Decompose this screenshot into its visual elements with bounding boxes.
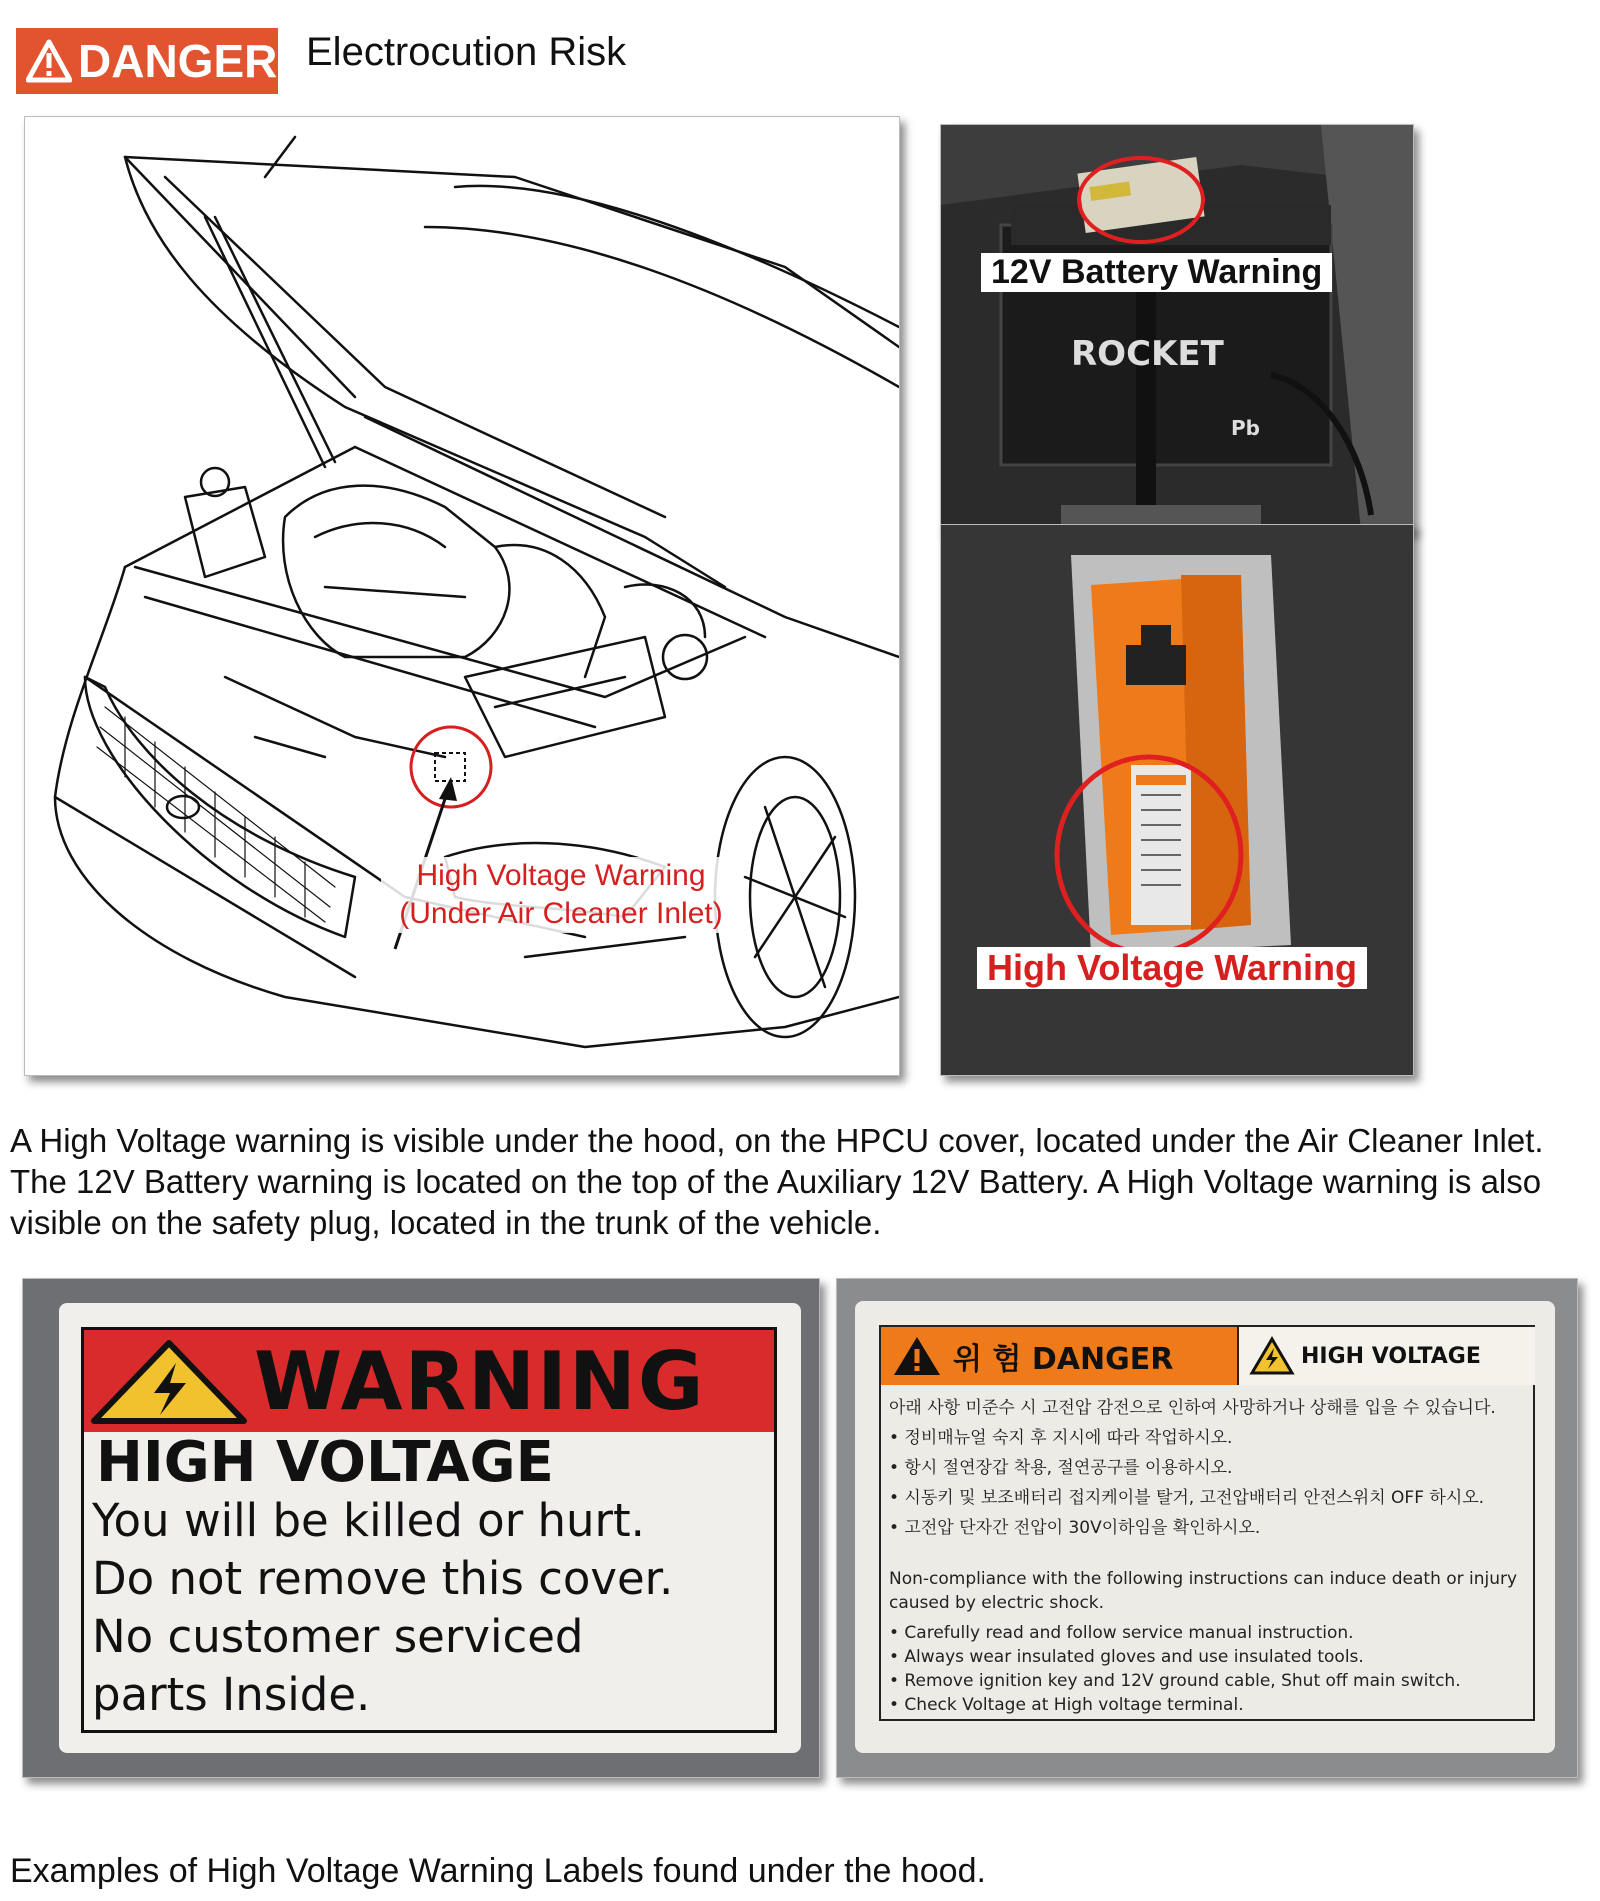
battery-pb-text: Pb [1231,416,1260,440]
engine-callout-line1: High Voltage Warning [416,859,706,892]
warning-label-photo [22,1278,820,1778]
warning-label-line4: parts Inside. [92,1668,371,1721]
korean-item: • 고전압 단자간 전압이 30V이하임을 확인하시오. [889,1518,1261,1538]
safety-plug-drawing [941,525,1413,1075]
battery-warning-label: 12V Battery Warning [981,253,1332,292]
warning-label-sticker [59,1303,801,1753]
description-paragraph: A High Voltage warning is visible under the hood, on the HPCU cover, located under the Air Cleaner Inlet. The 12V Battery warning is located on the top of the Auxiliary 12V Battery. A High Voltage warning is also visible on the safety plug, located in the trunk of the vehicle. [10,1122,1544,1241]
warning-label-line2: Do not remove this cover. [92,1552,674,1605]
english-item: • Remove ignition key and 12V ground cable, Shut off main switch. [889,1671,1461,1691]
warning-label-subtitle: HIGH VOLTAGE [96,1430,554,1495]
english-item: • Carefully read and follow service manual instruction. [889,1623,1354,1643]
engine-bay-illustration [24,116,900,1076]
bilingual-danger-title: 위 험 DANGER [953,1342,1174,1377]
bilingual-danger-header [881,1327,1237,1385]
english-intro: Non-compliance with the following instructions can induce death or injury caused by electric shock. [889,1569,1518,1613]
bilingual-label-english [889,1567,1529,1717]
page-title: Electrocution Risk [306,30,627,74]
battery-brand-text: ROCKET [1071,334,1224,374]
warning-label-header [84,1330,774,1432]
danger-badge-label: DANGER [78,35,278,87]
footer-caption: Examples of High Voltage Warning Labels found under the hood. [10,1852,986,1890]
safety-plug-photo [940,524,1414,1076]
bilingual-label-sticker [855,1301,1555,1753]
danger-badge [16,28,278,94]
safety-plug-warning-label: High Voltage Warning [977,947,1367,989]
warning-triangle-icon [26,39,72,83]
engine-callout-text [381,857,741,933]
bilingual-label-photo [836,1278,1578,1778]
danger-triangle-icon [891,1334,943,1378]
bilingual-label-border [879,1325,1535,1721]
korean-item: • 시동키 및 보조배터리 접지케이블 탈거, 고전압배터리 안전스위치 OFF 하시오. [889,1488,1485,1508]
korean-intro: 아래 사항 미준수 시 고전압 감전으로 인하여 사망하거나 상해를 입을 수 있습니다. [889,1398,1496,1418]
battery-photo [940,124,1414,532]
english-item: • Check Voltage at High voltage terminal. [889,1695,1244,1715]
bilingual-hv-header [1237,1327,1535,1385]
bilingual-hv-title: HIGH VOLTAGE [1301,1343,1481,1369]
warning-label-line3: No customer serviced [92,1610,584,1663]
high-voltage-triangle-icon [84,1335,254,1427]
korean-item: • 정비매뉴얼 숙지 후 지시에 따라 작업하시오. [889,1428,1233,1448]
bilingual-label-korean [889,1393,1529,1543]
english-item: • Always wear insulated gloves and use insulated tools. [889,1647,1364,1667]
warning-label-title: WARNING [254,1334,706,1428]
engine-callout-line2: (Under Air Cleaner Inlet) [399,897,723,930]
warning-label-border [81,1327,777,1733]
korean-item: • 항시 절연장갑 착용, 절연공구를 이용하시오. [889,1458,1233,1478]
warning-label-line1: You will be killed or hurt. [92,1494,645,1547]
high-voltage-small-icon [1249,1336,1295,1376]
battery-photo-drawing [941,125,1413,531]
warning-label-body [92,1492,673,1724]
